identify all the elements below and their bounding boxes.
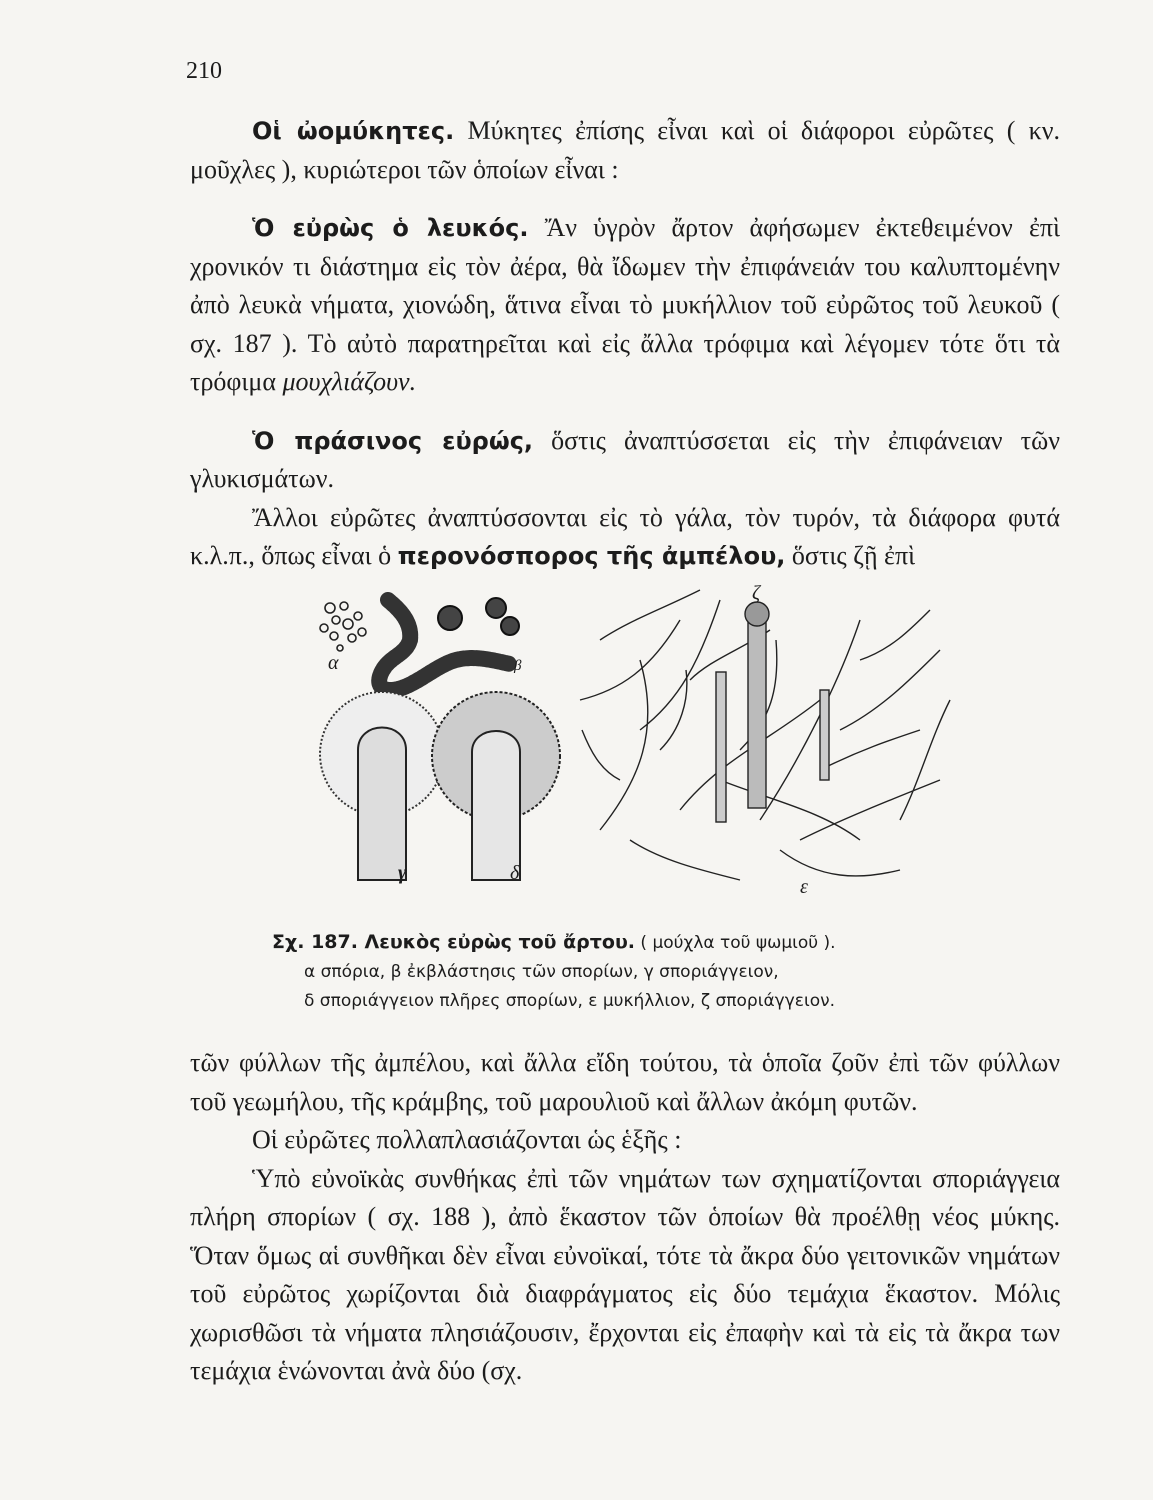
paragraph-vine-leaves: τῶν φύλλων τῆς ἀμπέλου, καὶ ἄλλα εἴδη τούτου, τὰ ὁποῖα ζοῦν ἐπὶ τῶν φύλλων τοῦ γεωμήλου, τῆς κράμβης, τοῦ μαρουλιοῦ καὶ ἄλλων ἀκόμη φυτῶν. (190, 1048, 1060, 1116)
paragraph-other-molds-text1: Ἄλλοι εὐρῶτες ἀναπτύσσονται εἰς τὸ γάλα, τὸν τυρόν, τὰ διάφορα φυτά κ.λ.π., ὅπως εἶναι ὁ (190, 502, 1060, 570)
caption-paren: ( μούχλα τοῦ ψωμιοῦ ). (635, 933, 836, 953)
paragraph-oomycetes-text: Μύκητες ἐπίσης εἶναι καὶ οἱ διάφοροι εὐρῶτες ( κν. μοῦχλες ), κυριώτεροι τῶν ὁποίων εἶναι : (190, 116, 1060, 184)
page-number: 210 (186, 58, 222, 84)
upper-text-block (190, 112, 1060, 576)
caption-title: Σχ. 187. Λευκὸς εὐρὼς τοῦ ἄρτου. (272, 931, 636, 953)
label-z: ζ (752, 582, 761, 604)
paragraph-white-mold-text: Ἄν ὑγρὸν ἄρτον ἀφήσωμεν ἐκτεθειμένον ἐπὶ χρονικόν τι διάστημα εἰς τὸν ἀέρα, θὰ ἴδωμεν τὴν ἐπιφάνειάν του καλυπτομένην ἀπὸ λευκὰ νήματα, χιονώδη, ἅτινα εἶναι τὸ μυκήλλιον τοῦ εὐρῶτος τοῦ λευκοῦ ( σχ. 187 ). Τὸ αὐτὸ παρατηρεῖται καὶ εἰς ἄλλα τρόφιμα καὶ λέγομεν τότε ὅτι τὰ τρόφιμα (190, 213, 1060, 396)
label-e: ε (800, 876, 808, 898)
paragraph-other-molds (190, 499, 1060, 576)
figure-187 (300, 580, 960, 900)
heading-oomycetes: Οἱ ὠομύκητες. (252, 117, 455, 145)
label-b: β (514, 658, 522, 674)
germinating-spores-drawing (379, 598, 522, 690)
caption-line3: δ σποριάγγειον πλῆρες σπορίων, ε μυκήλλιον, ζ σποριάγγειον. (304, 991, 836, 1011)
paragraph-green-mold (190, 422, 1060, 499)
paragraph-reproduction-intro: Οἱ εὐρῶτες πολλαπλασιάζονται ὡς ἑξῆς : (252, 1125, 682, 1154)
paragraph-oomycetes (190, 112, 1060, 189)
paragraph-green-mold-text: ὅστις ἀναπτύσσεται εἰς τὴν ἐπιφάνειαν τῶν γλυκισμάτων. (190, 425, 1060, 493)
caption-line1 (272, 928, 1012, 958)
lower-text-block (190, 1044, 1060, 1391)
heading-green-mold: Ὁ πράσινος εὐρώς, (252, 426, 534, 455)
paragraph-other-molds-text2: ὅστις ζῇ ἐπὶ (785, 541, 916, 570)
full-sporangium-drawing (432, 692, 560, 880)
heading-white-mold: Ὁ εὐρὼς ὁ λευκός. (252, 214, 529, 242)
figure-caption (272, 928, 1012, 1016)
term-peronospora: περονόσπορος τῆς ἀμπέλου, (397, 542, 786, 570)
paragraph-reproduction: Ὑπὸ εὐνοϊκὰς συνθήκας ἐπὶ τῶν νημάτων των σχηματίζονται σποριάγγεια πλήρη σπορίων ( σχ. 188 ), ἀπὸ ἕκαστον τῶν ὁποίων θὰ προέλθῃ νέος μύκης. Ὅταν ὅμως αἱ συνθῆκαι δὲν εἶναι εὐνοϊκαί, τότε τὰ ἄκρα δύο γειτονικῶν νημάτων τοῦ εὐρῶτος χωρίζονται διὰ διαφράγματος εἰς δύο τεμάχια ἕκαστον. Μόλις χωρισθῶσι τὰ νήματα πλησιάζουσιν, ἔρχονται εἰς ἐπαφὴν καὶ τὰ εἰς τὰ ἄκρα των τεμάχια ἑνώνονται ἀνὰ δύο (σχ. (190, 1163, 1060, 1385)
label-a: α (328, 652, 339, 674)
spores-drawing (320, 602, 366, 651)
label-g: γ (398, 862, 407, 884)
paragraph-white-mold-italic: μουχλιάζουν. (282, 367, 417, 396)
mold-illustration (300, 580, 960, 900)
sporangium-drawing (320, 692, 444, 880)
caption-line2: α σπόρια, β ἐκβλάστησις τῶν σπορίων, γ σποριάγγειον, (304, 962, 779, 982)
mycelium-drawing (580, 590, 950, 880)
label-d: δ (510, 862, 520, 884)
paragraph-white-mold (190, 209, 1060, 402)
